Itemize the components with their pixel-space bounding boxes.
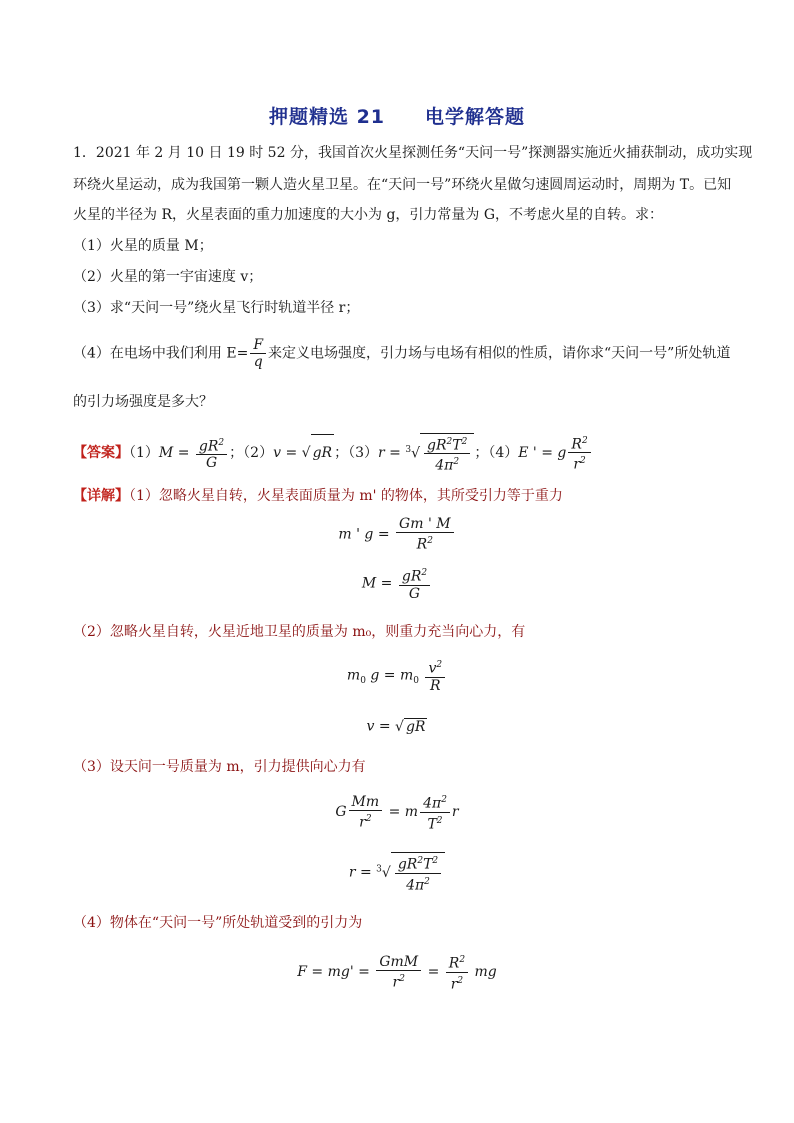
title-part-1: 押题精选 21 — [268, 106, 386, 128]
question-line-3: 火星的半径为 R，火星表面的重力加速度的大小为 g，引力常量为 G，不考虑火星的自转。求： — [73, 207, 664, 223]
question-sub-4-a: （4）在电场中我们利用 E= — [73, 345, 249, 362]
equation-4: v = √ gR — [366, 718, 426, 735]
answer-p2: ；（2） — [229, 444, 274, 461]
question-sub-2: （2）火星的第一宇宙速度 v； — [73, 269, 263, 285]
answer-p3: ；（3） — [334, 444, 378, 461]
detail-step-2: （2）忽略火星自转，火星近地卫星的质量为 m₀，则重力充当向心力，有 — [73, 624, 526, 640]
question-line-2: 环绕火星运动，成为我国第一颗人造火星卫星。在“天问一号”环绕火星做匀速圆周运动时，周期为 T。已知 — [73, 177, 732, 193]
question-line-1: 1．2021 年 2 月 10 日 19 时 52 分，我国首次火星探测任务“天问一号”探测器实施近火捕获制动，成功实现 — [73, 145, 753, 161]
answer-line: 【答案】（1）M = $\frac{gR^2}{G}$ ；（2）v = √ gR ；（3）r = $^3$√ $\frac{gR^2T^2}{4\pi^2}$ ；（4）E ' = g $\frac{R^2}{r^2}$ — [73, 432, 593, 474]
question-sub-4-line-2: 的引力场强度是多大？ — [73, 394, 213, 410]
answer-tag: 【答案】 — [73, 444, 129, 461]
detail-step-3: （3）设天问一号质量为 m，引力提供向心力有 — [73, 759, 366, 775]
equation-6: r = $^3$√ $\frac{gR^2T^2}{4\pi^2}$ — [0, 852, 794, 893]
question-sub-1: （1）火星的质量 M； — [73, 238, 213, 254]
equation-3: $m_0$ $g = m_0$ $\frac{v^2}{R}$ — [0, 657, 794, 694]
question-sub-4-b: 来定义电场强度，引力场与电场有相似的性质，请你求“天问一号”所处轨道 — [268, 345, 731, 362]
formula-e-def: $\frac{F}{q}$ — [250, 337, 266, 370]
equation-1: m ' g = $\frac{Gm ' M}{R^2}$ — [0, 516, 794, 553]
detail-step-4: （4）物体在“天问一号”所处轨道受到的引力为 — [73, 915, 363, 931]
detail-step-1 — [73, 486, 563, 506]
question-sub-4 — [73, 337, 730, 370]
detail-s1: （1）忽略火星自转，火星表面质量为 m' 的物体，其所受引力等于重力 — [129, 488, 563, 504]
equation-5: G $\frac{Mm}{r^2}$ = m $\frac{4\pi^2}{T^2}$ r — [335, 793, 459, 833]
answer-p4: ；（4） — [474, 444, 519, 461]
answer-p1: （1） — [129, 444, 159, 461]
detail-tag: 【详解】 — [73, 488, 129, 504]
question-sub-3: （3）求“天问一号”绕火星飞行时轨道半径 r； — [73, 300, 360, 316]
title-part-2: 电学解答题 — [425, 106, 526, 128]
equation-7: F = mg' = $\frac{\text{GmM}}{r^2}$ = $\frac{R^2}{r^2}$ mg — [297, 953, 497, 993]
page-title — [0, 102, 794, 129]
equation-2: M = $\frac{gR^2}{G}$ — [0, 565, 794, 602]
